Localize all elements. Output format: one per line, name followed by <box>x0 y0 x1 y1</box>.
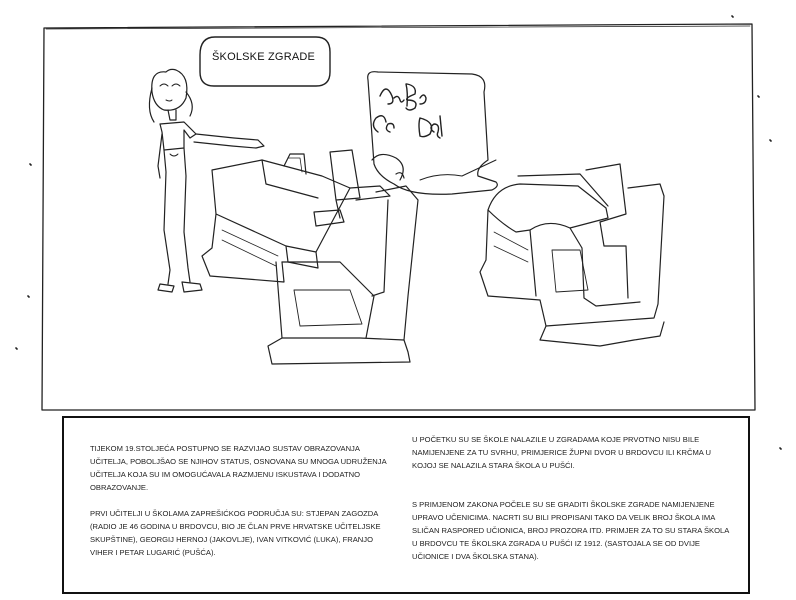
caption-paragraph: S PRIMJENOM ZAKONA POČELE SU SE GRADITI ŠKOLSKE ZGRADE NAMIJENJENE UPRAVO UČENICIMA. NACRTI SU BILI PROPISANI TAKO DA VELIK BROJ ŠKOLA IMA SLIČAN RASPORED UČIONICA, BROJ PROZORA ITD. PRIMJER ZA TO SU STARA ŠKOLA U BRDOVCU TE ŠKOLSKA ZGRADA U PUŠĆI IZ 1912. (SASTOJALA SE OD DVIJE UČIONICE I DVA ŠKOLSKA STANA). <box>412 500 729 561</box>
school-desk-right-icon <box>480 164 664 346</box>
scroll-chart-icon <box>368 72 498 195</box>
paper-specks <box>16 16 781 449</box>
caption-box <box>62 416 750 594</box>
school-desk-left-icon <box>202 150 418 364</box>
bubble-title: ŠKOLSKE ZGRADE <box>212 51 316 63</box>
caption-column-right <box>412 433 734 576</box>
girl-figure-icon <box>149 69 264 292</box>
caption-paragraph: TIJEKOM 19.STOLJEĆA POSTUPNO SE RAZVIJAO SUSTAV OBRAZOVANJA UČITELJA, POBOLJŠAO SE NJIHOV STATUS, OSNOVANA SU MNOGA UDRUŽENJA UČITELJA KOJA SU IM OMOGUĆAVALA RAZMJENU ISKUSTAVA I DODATNO OBRAZOVANJE. <box>90 444 387 492</box>
caption-paragraph: U POČETKU SU SE ŠKOLE NALAZILE U ZGRADAMA KOJE PRVOTNO NISU BILE NAMIJENJENE ZA TU SVRHU, PRIMJERICE ŽUPNI DVOR U BRDOVCU ILI KRČMA U KOJOJ SE NALAZILA STARA ŠKOLA U PUŠĆI. <box>412 435 712 470</box>
scene-frame <box>42 24 755 410</box>
caption-column-left <box>90 442 390 572</box>
caption-paragraph: PRVI UČITELJI U ŠKOLAMA ZAPREŠIĆKOG PODRUČJA SU: STJEPAN ZAGOZDA (RADIO JE 46 GODINA U BRDOVCU, BIO JE ČLAN PRVE HRVATSKE UČITELJSKE SKUPŠTINE), GEORGIJ HERNOJ (JAKOVLJE), IVAN VITKOVIĆ (LUKA), FRANJO VIHER I PETAR LUGARIĆ (PUŠĆA). <box>90 509 381 557</box>
